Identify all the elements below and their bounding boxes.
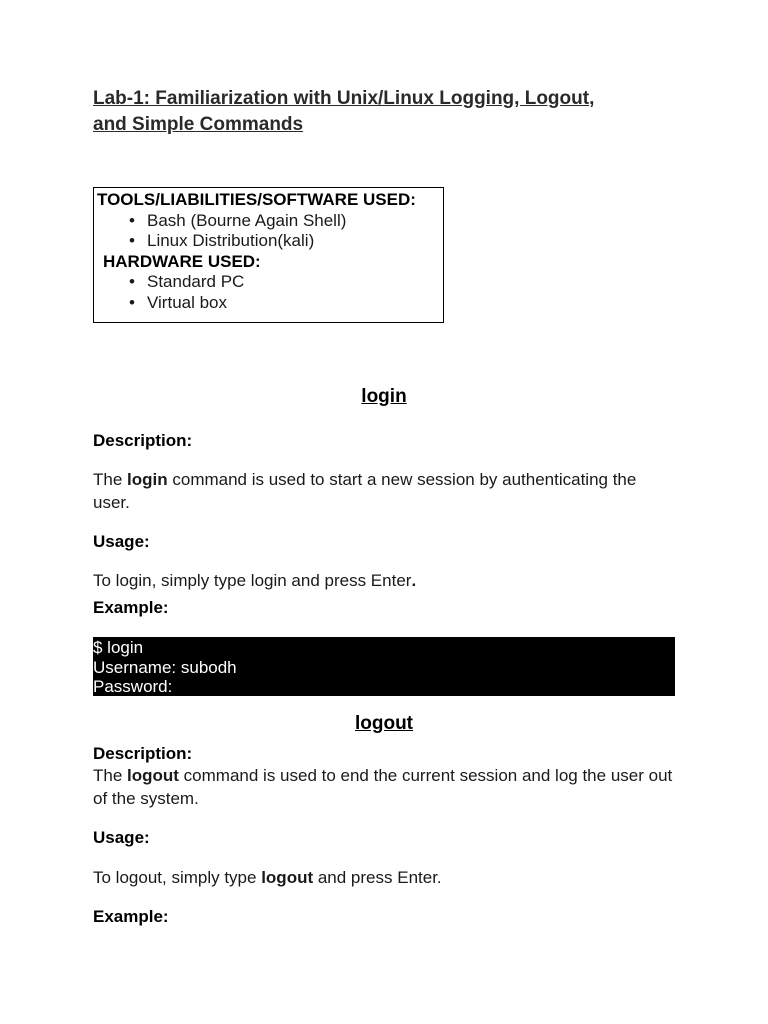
list-item	[124, 272, 443, 293]
login-example-label: Example:	[93, 598, 169, 617]
document-page	[93, 86, 675, 926]
list-item	[124, 293, 443, 314]
hardware-heading: HARDWARE USED:	[103, 251, 261, 271]
terminal-line: $ login	[93, 638, 144, 657]
bullet-icon: •	[129, 231, 135, 251]
logout-usage-label: Usage:	[93, 828, 150, 847]
login-command: login	[127, 470, 168, 489]
logout-example-label: Example:	[93, 907, 169, 926]
software-heading: TOOLS/LIABILITIES/SOFTWARE USED:	[97, 190, 416, 209]
login-description: The login command is used to start a new session by authenticating the user.	[93, 470, 637, 512]
bullet-icon: •	[129, 210, 135, 230]
lab-title	[93, 86, 675, 138]
list-item	[124, 211, 443, 232]
software-item-bash: Bash (Bourne Again Shell)	[147, 210, 347, 230]
hardware-item-pc: Standard PC	[147, 272, 245, 292]
login-heading: login	[361, 386, 407, 407]
hardware-item-virtualbox: Virtual box	[147, 292, 228, 312]
logout-usage-text: To logout, simply type logout and press Enter.	[93, 868, 442, 887]
login-description-label: Description:	[93, 431, 193, 450]
lab-title-line2: and Simple Commands	[93, 114, 304, 135]
software-list	[97, 211, 443, 252]
login-usage-text: To login, simply type login and press Enter.	[93, 571, 417, 590]
login-terminal-example	[93, 637, 675, 696]
logout-description-label: Description:	[93, 744, 193, 763]
bullet-icon: •	[129, 272, 135, 292]
software-item-linux: Linux Distribution(kali)	[147, 231, 315, 251]
logout-usage-command: logout	[261, 868, 314, 887]
logout-heading: logout	[354, 713, 414, 734]
hardware-list	[97, 272, 443, 313]
terminal-line: Password:	[93, 677, 173, 696]
tools-box	[93, 187, 444, 323]
terminal-line: Username: subodh	[93, 657, 237, 677]
list-item	[124, 231, 443, 252]
lab-title-line1: Lab-1: Familiarization with Unix/Linux Logging, Logout,	[93, 88, 595, 109]
bullet-icon: •	[129, 292, 135, 312]
logout-description: The logout command is used to end the current session and log the user out of the system.	[93, 766, 673, 808]
logout-command: logout	[127, 766, 179, 785]
login-usage-label: Usage:	[93, 532, 150, 551]
